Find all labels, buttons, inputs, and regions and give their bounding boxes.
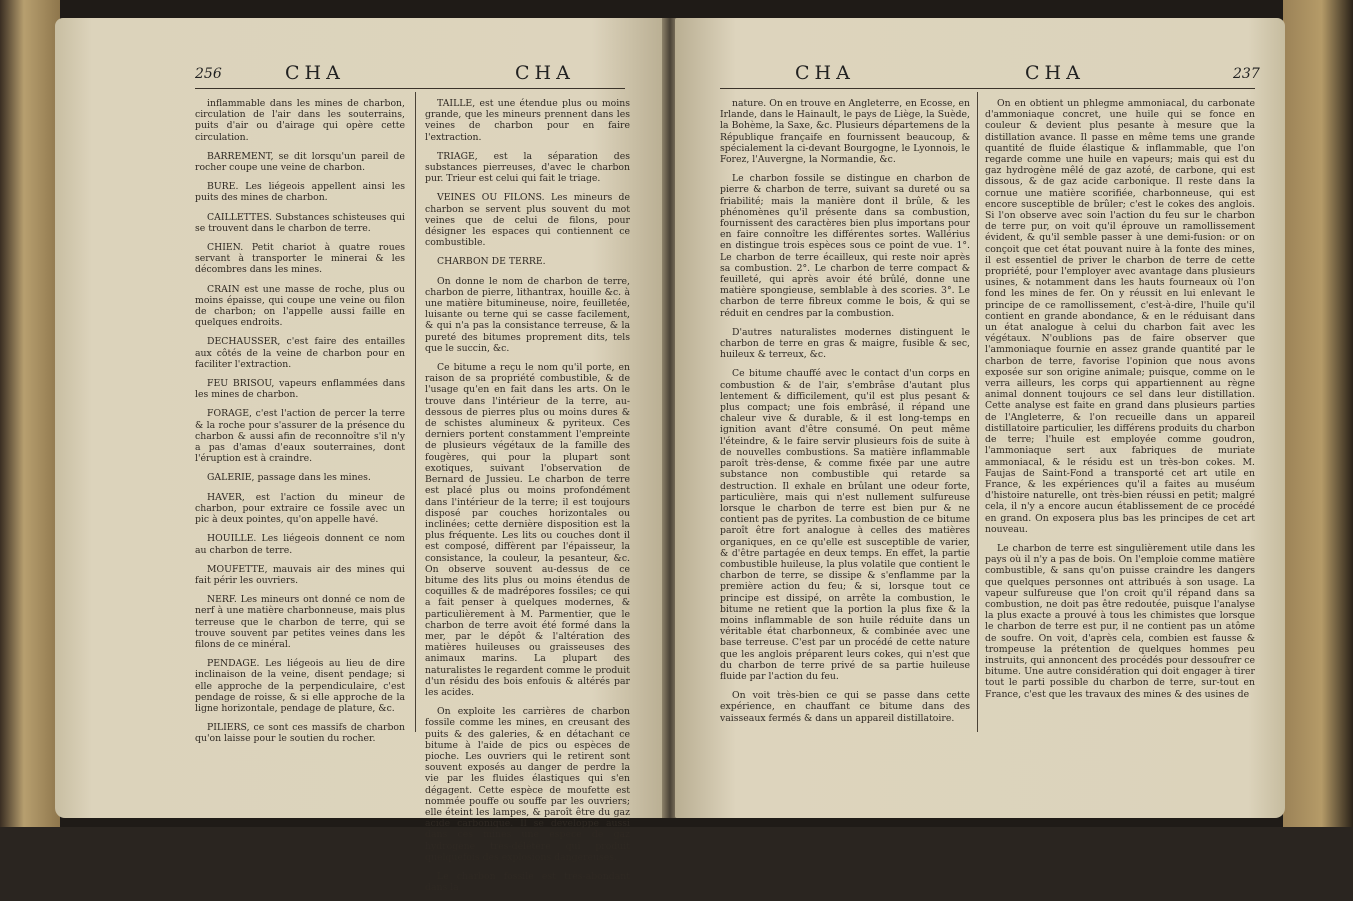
running-head: CHA xyxy=(795,62,855,84)
paragraph: FEU BRISOU, vapeurs enflammées dans les mines de charbon. xyxy=(195,378,405,401)
paragraph: Ce bitume chauffé avec le contact d'un corps en combustion & de l'air, s'embrâse d'autant plus lentement & difficilement, qu'il est plus pesant & plus compact; une fois embrâsé, il répand une chaleur vive & durable, & il est long-temps en ignition avant d'être consumé. On peut même l'éteindre, & le faire servir plusieurs fois de suite à de nouvelles combustions. Sa matière inflammable paroît très-dense, & comme fixée par une autre substance non combustible qui retarde sa destruction. Il exhale en brûlant une odeur forte, particulière, mais qui n'est nullement sulfureuse lorsque le charbon de terre est bien pur & ne contient pas de pyrites. La combustion de ce bitume paroît être fort analogue à celles des matières organiques, en ce qu'elle est susceptible de varier, & d'être partagée en deux temps. En effet, la partie combustible huileuse, la plus volatile que contient le charbon de terre, se dissipe & s'enflamme par la première action du feu; & si, lorsque tout ce principe est dissipé, on arrête la combustion, le bitume ne retient que la portion la plus fixe & la moins inflammable de son huile réduite dans un véritable état charbonneux, & combinée avec une base terreuse. C'est par un procédé de cette nature que les anglois préparent leurs cokes, qui n'est que du charbon de terre privé de sa partie huileuse fluide par l'action du feu. xyxy=(720,368,970,682)
paragraph: CAILLETTES. Substances schisteuses qui se trouvent dans le charbon de terre. xyxy=(195,211,405,234)
page-number: 256 xyxy=(195,66,222,82)
paragraph: PILIERS, ce sont ces massifs de charbon qu'on laisse pour le soutien du rocher. xyxy=(195,722,405,745)
header-rule xyxy=(195,88,625,89)
paragraph: Le charbon fossile est très-abondant dans la xyxy=(425,871,630,894)
paragraph: DECHAUSSER, c'est faire des entailles aux côtés de la veine de charbon pour en faciliter l'extraction. xyxy=(195,336,405,370)
paragraph: TAILLE, est une étendue plus ou moins grande, que les mineurs prennent dans les veines de charbon pour en faire l'extraction. xyxy=(425,98,630,143)
paragraph: D'autres naturalistes modernes distinguent le charbon de terre en gras & maigre, fusible & sec, huileux & terreux, &c. xyxy=(720,326,970,361)
paragraph: HAVER, est l'action du mineur de charbon, pour extraire ce fossile avec un pic à deux pointes, qu'on appelle havé. xyxy=(195,491,405,526)
column-left xyxy=(720,98,970,732)
paragraph: GALERIE, passage dans les mines. xyxy=(207,472,371,484)
paragraph: PENDAGE. Les liégeois au lieu de dire inclinaison de la veine, disent pendage; si elle approche de la perpendiculaire, c'est pendage de roisse, & si elle approche de la ligne horizontale, pendage de plature, &c. xyxy=(195,658,405,714)
page-edges-right xyxy=(1283,0,1353,827)
paragraph: On voit très-bien ce qui se passe dans cette expérience, en chauffant ce bitume dans des vaisseaux fermés & dans un appareil distillatoire. xyxy=(720,690,970,724)
running-head: CHA xyxy=(515,62,575,84)
paragraph: CRAIN est une masse de roche, plus ou moins épaisse, qui coupe une veine ou filon de charbon; on l'appelle aussi faille en quelques endroits. xyxy=(195,283,405,329)
header-rule xyxy=(720,88,1255,89)
running-head: CHA xyxy=(285,62,345,84)
paragraph: TRIAGE, est la séparation des substances pierreuses, d'avec le charbon pur. Trieur est celui qui fait le triage. xyxy=(425,150,630,185)
column-rule xyxy=(415,92,416,732)
paragraph: BURE. Les liégeois appellent ainsi les puits des mines de charbon. xyxy=(195,181,405,204)
paragraph: CHIEN. Petit chariot à quatre roues servant à transporter le minerai & les décombres dans les mines. xyxy=(195,242,405,276)
paragraph: On en obtient un phlegme ammoniacal, du carbonate d'ammoniaque concret, une huile qui se fonce en couleur & devient plus pesante à mesure que la distillation avance. Il passe en même tems une grande quantité de fluide élastique & inflammable, que l'on regarde comme une huile en vapeurs; mais qui est du gaz hydrogène mêlé de gaz azoté, de carbone, qui est dissous, & de gaz acide carbonique. Il reste dans la cornue une matière scorifiée, charbonneuse, qui est encore susceptible de brûler; c'est le cokes des anglois. Si l'on observe avec soin l'action du feu sur le charbon de terre pur, on voit qu'il éprouve un ramollissement évident, & qu'il semble passer à une demi-fusion: or on conçoit que cet état pouvant nuire à la fonte des mines, il est essentiel de priver le charbon de terre de cette propriété, pour l'employer avec avantage dans plusieurs usines, & notamment dans les hauts fourneaux où l'on fond les mines de fer. On y réussit en lui enlevant le principe de ce ramollissement, c'est-à-dire, l'huile qu'il contient en grande abondance, & en le réduisant dans un état analogue à celui du charbon fait avec les végétaux. N'oublions pas de faire observer que l'ammoniaque fournie en assez grande quantité par le charbon de terre, favorise l'opinion que nous avons exposée sur son origine animale; puisque, comme on le verra ailleurs, les corps qui appartiennent au règne animal donnent toujours ce sel dans leur distillation. Cette analyse est faite en grand dans plusieurs parties de l'Angleterre, & l'on recueille dans un appareil distillatoire particulier, les différens produits du charbon de terre; l'huile est employée comme goudron, l'ammoniaque sert aux fabriques de muriate ammoniacal, & le résidu est un très-bon cokes. M. Faujas de Saint-Fond a transporté cet art utile en France, & les expériences qu'il a faites au muséum d'histoire naturelle, ont très-bien réussi en petit; malgré cela, il n'y a encore aucun établissement de ce procédé en grand. On exposera plus bas les principes de cet art nouveau. xyxy=(985,98,1255,535)
paragraph: Le charbon de terre est singulièrement utile dans les pays où il n'y a pas de bois. On l'emploie comme matière combustible, & sans qu'on puisse craindre les dangers que quelques personnes ont attribués à son usage. La vapeur sulfureuse que l'on croit qu'il répand dans sa combustion, ne doit pas être redoutée, puisque l'analyse la plus exacte a prouvé à tous les chimistes que lorsque le charbon de terre est pur, il ne contient pas un atôme de soufre. On voit, d'après cela, combien est fausse & trompeuse la prétention de quelques hommes peu instruits, qui annoncent des procédés pour dessoufrer ce bitume. Une autre considération qui doit engager à tirer tout le parti possible du charbon de terre, sur-tout en France, c'est que les travaux des mines & des usines de xyxy=(985,542,1255,700)
column-right xyxy=(425,98,630,901)
left-page xyxy=(55,18,665,894)
paragraph: MOUFETTE, mauvais air des mines qui fait périr les ouvriers. xyxy=(195,563,405,586)
paragraph: VEINES OU FILONS. Les mineurs de charbon se servent plus souvent du mot veines que de celui de filons, pour désigner les espaces qui contiennent ce combustible. xyxy=(425,192,630,249)
paragraph: inflammable dans les mines de charbon, circulation de l'air dans les souterrains, puits d'air ou d'airage qui opère cette circulation. xyxy=(195,98,405,143)
column-rule xyxy=(977,92,978,732)
page-number: 237 xyxy=(1233,66,1260,82)
column-left xyxy=(195,98,405,753)
paragraph: nature. On en trouve en Angleterre, en Ecosse, en Irlande, dans le Hainault, le pays de Liège, la Suède, la Bohème, la Saxe, &c. Plusieurs départemens de la République françaife en fournissent beaucoup, & spécialement la ci-devant Bourgogne, le Lyonnois, le Forez, l'Auvergne, la Normandie, &c. xyxy=(720,98,970,166)
paragraph: Le charbon fossile se distingue en charbon de pierre & charbon de terre, suivant sa dureté ou sa friabilité; mais la manière dont il brûle, & les phénomènes qu'il présente dans sa combustion, fournissent des caractères bien plus importans pour en faire connoître les différentes sortes. Wallérius en distingue trois espèces sous ce point de vue. 1°. Le charbon de terre écailleux, qui reste noir après sa combustion. 2°. Le charbon de terre compact & feuilleté, qui après avoir été brûlé, donne une matière spongieuse, semblable à des scories. 3°. Le charbon de terre fibreux comme le bois, & qui se réduit en cendres par la combustion. xyxy=(720,173,970,319)
paragraph: HOUILLE. Les liégeois donnent ce nom au charbon de terre. xyxy=(195,533,405,556)
paragraph: BARREMENT, se dit lorsqu'un pareil de rocher coupe une veine de charbon. xyxy=(195,150,405,174)
column-right xyxy=(985,98,1255,708)
running-head: CHA xyxy=(1025,62,1085,84)
page-edges-left xyxy=(0,0,60,827)
paragraph: Ce bitume a reçu le nom qu'il porte, en raison de sa propriété combustible, & de l'usage qu'en en fait dans les arts. On le trouve dans l'intérieur de la terre, au-dessous de pierres plus ou moins dures & de schistes alumineux & pyriteux. Ces derniers portent constamment l'empreinte de plusieurs végétaux de la famille des fougères, qui pour la plupart sont exotiques, suivant l'observation de Bernard de Jussieu. Le charbon de terre est placé plus ou moins profondément dans l'intérieur de la terre; il est toujours disposé par couches horizontales ou inclinées; cette dernière disposition est la plus fréquente. Les lits ou couches dont il est composé, diffèrent par l'épaisseur, la consistance, la couleur, la pesanteur, &c. On observe souvent au-dessus de ce bitume des lits plus ou moins étendus de coquilles & de madrépores fossiles; ce qui a fait penser à quelques modernes, & particulièrement à M. Parmentier, que le charbon de terre avoit été formé dans la mer, par le dépôt & l'altération des matières huileuses ou graisseuses des animaux marins. La plupart des naturalistes le regardent comme le produit d'un résidu des bois enfouis & altérés par les acides. xyxy=(425,362,630,698)
paragraph: On exploite les carrières de charbon fossile comme les mines, en creusant des puits & des galeries, & en détachant ce bitume à l'aide de pics ou espèces de pioche. Les ouvriers qui le retirent sont souvent exposés au danger de perdre la vie par les fluides élastiques qui s'en dégagent. Cette espèce de moufette est nommée pouffe ou souffe par les ouvriers; elle éteint les lampes, & paroît être du gaz acide carbonique. Il se développe aussi dans ces mines une espèce de gaz hydrogène très-délétère qui produit quelquefois des explosions dangereuses. xyxy=(425,706,630,863)
right-page xyxy=(675,18,1285,818)
paragraph: On donne le nom de charbon de terre, charbon de pierre, lithantrax, houille &c. à une matière bitumineuse, noire, feuilletée, luisante ou terne qui se casse facilement, & qui n'a pas la consistance terreuse, & la pureté des bitumes proprement dits, tels que le succin, &c. xyxy=(425,275,630,354)
paragraph: CHARBON DE TERRE. xyxy=(437,256,546,268)
paragraph: NERF. Les mineurs ont donné ce nom de nerf à une matière charbonneuse, mais plus terreuse que le charbon de terre, qui se trouve souvent par petites veines dans les filons de ce minéral. xyxy=(195,594,405,650)
paragraph: FORAGE, c'est l'action de percer la terre & la roche pour s'assurer de la présence du charbon & aussi afin de reconnoître s'il n'y a pas d'amas d'eaux souterraines, dont l'éruption est à craindre. xyxy=(195,408,405,465)
